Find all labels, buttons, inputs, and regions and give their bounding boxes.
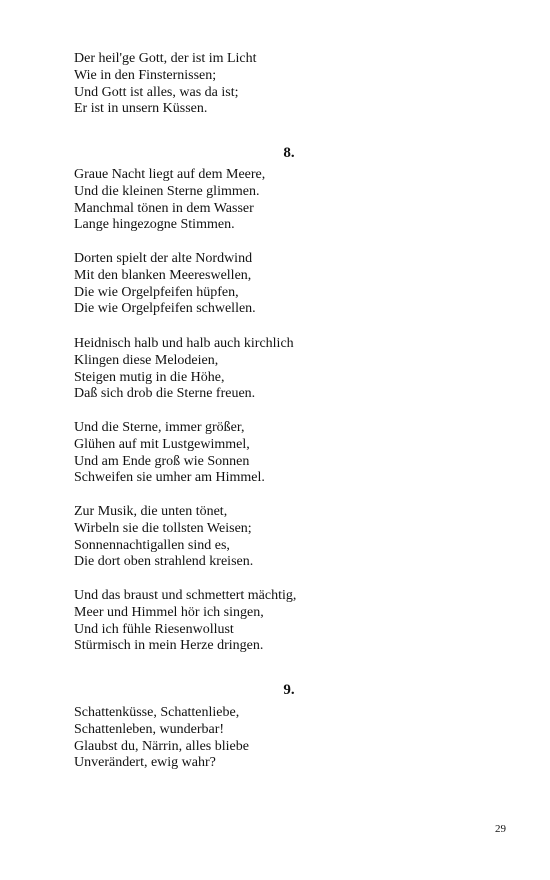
stanza-8 xyxy=(74,705,494,772)
stanza-1 xyxy=(74,51,494,118)
verse-line: Der heil'ge Gott, der ist im Licht xyxy=(74,51,257,66)
page-number: 29 xyxy=(495,823,506,835)
verse-line: Zur Musik, die unten tönet, xyxy=(74,504,228,519)
verse-line: Er ist in unsern Küssen. xyxy=(74,101,208,117)
verse-line: Stürmisch in mein Herze dringen. xyxy=(74,638,264,654)
stanza-2 xyxy=(74,167,494,234)
stanza-5 xyxy=(74,420,494,487)
verse-line: Und die kleinen Sterne glimmen. xyxy=(74,183,260,199)
verse-line: Klingen diese Melodeien, xyxy=(74,352,219,368)
stanza-3 xyxy=(74,251,494,318)
stanza-6 xyxy=(74,504,494,571)
verse-line: Und das braust und schmettert mächtig, xyxy=(74,588,297,603)
verse-line: Glaubst du, Närrin, alles bliebe xyxy=(74,738,249,754)
section-number-8: 8. xyxy=(283,145,295,161)
stanza-7 xyxy=(74,588,494,655)
verse-line: Wie in den Finsternissen; xyxy=(74,67,217,83)
verse-line: Heidnisch halb und halb auch kirchlich xyxy=(74,336,294,351)
verse-line: Schattenleben, wunderbar! xyxy=(74,721,225,737)
verse-line: Dorten spielt der alte Nordwind xyxy=(74,251,253,266)
verse-line: Und die Sterne, immer größer, xyxy=(74,420,245,435)
verse-line: Glühen auf mit Lustgewimmel, xyxy=(74,436,250,452)
stanza-4 xyxy=(74,336,494,403)
verse-line: Unverändert, ewig wahr? xyxy=(74,755,216,771)
section-number-9: 9. xyxy=(283,682,295,698)
verse-line: Die dort oben strahlend kreisen. xyxy=(74,554,254,570)
verse-line: Steigen mutig in die Höhe, xyxy=(74,369,225,385)
verse-line: Manchmal tönen in dem Wasser xyxy=(74,200,254,216)
verse-line: Und ich fühle Riesenwollust xyxy=(74,621,234,637)
verse-line: Schattenküsse, Schattenliebe, xyxy=(74,705,240,720)
verse-line: Schweifen sie umher am Himmel. xyxy=(74,470,265,486)
verse-line: Und Gott ist alles, was da ist; xyxy=(74,84,239,100)
verse-line: Die wie Orgelpfeifen hüpfen, xyxy=(74,284,239,300)
verse-line: Sonnennachtigallen sind es, xyxy=(74,537,230,553)
verse-line: Wirbeln sie die tollsten Weisen; xyxy=(74,520,252,536)
verse-line: Daß sich drob die Sterne freuen. xyxy=(74,386,256,402)
verse-line: Meer und Himmel hör ich singen, xyxy=(74,604,264,620)
verse-line: Graue Nacht liegt auf dem Meere, xyxy=(74,167,266,182)
verse-line: Die wie Orgelpfeifen schwellen. xyxy=(74,301,256,317)
verse-line: Und am Ende groß wie Sonnen xyxy=(74,453,250,469)
verse-line: Mit den blanken Meereswellen, xyxy=(74,267,252,283)
verse-line: Lange hingezogne Stimmen. xyxy=(74,217,235,233)
